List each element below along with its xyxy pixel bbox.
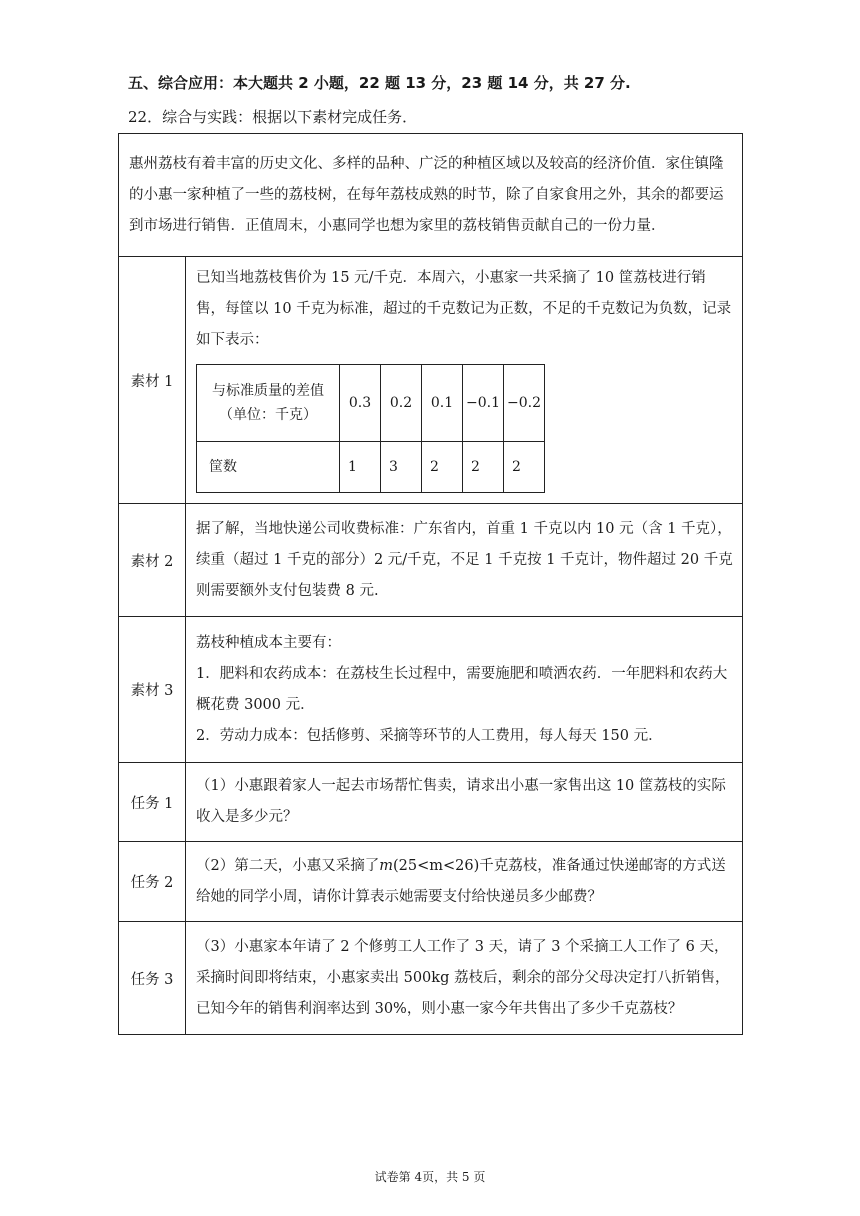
weight-diff-row	[197, 365, 545, 442]
material-3-line1: 荔枝种植成本主要有：	[196, 634, 341, 651]
material-3-row	[119, 617, 743, 763]
basket-count: 2	[504, 442, 545, 493]
task-2-range: (25<m<26)	[392, 857, 480, 874]
diff-value: −0.1	[463, 365, 504, 442]
basket-count: 3	[381, 442, 422, 493]
task-3-row	[119, 922, 743, 1035]
material-3-line3: 2．劳动力成本：包括修剪、采摘等环节的人工费用，每人每天 150 元．	[196, 727, 663, 744]
diff-value: 0.3	[340, 365, 381, 442]
task-3-text: （3）小惠家本年请了 2 个修剪工人工作了 3 天，请了 3 个采摘工人工作了 6 天，采摘时间即将结束，小惠家卖出 500kg 荔枝后，剩余的部分父母决定打八折销售，已知今年的销售利润率达到 30%，则小惠一家今年共售出了多少千克荔枝？	[186, 922, 743, 1035]
material-1-label: 素材 1	[119, 257, 186, 504]
task-2-label: 任务 2	[119, 842, 186, 922]
task-2-content	[186, 842, 743, 922]
material-2-row	[119, 504, 743, 617]
basket-count-label: 筐数	[197, 442, 340, 493]
task-2-text-after: 千克荔枝，准备通过快递邮寄的方式送给她的同学小周，请你计算表示她需要支付给快递员多少邮费？	[196, 857, 726, 905]
weight-diff-header	[197, 365, 340, 442]
basket-count: 1	[340, 442, 381, 493]
material-3-content	[186, 617, 743, 763]
task-1-text: （1）小惠跟着家人一起去市场帮忙售卖，请求出小惠一家售出这 10 筐荔枝的实际收入是多少元？	[186, 763, 743, 842]
material-3-line2: 1．肥料和农药成本：在荔枝生长过程中，需要施肥和喷洒农药．一年肥料和农药大概花费 3000 元．	[196, 665, 728, 713]
section-heading: 五、综合应用：本大题共 2 小题，22 题 13 分，23 题 14 分，共 27 分.	[128, 74, 631, 92]
task-2-variable: m	[379, 857, 393, 874]
diff-value: 0.1	[422, 365, 463, 442]
basket-count-row	[197, 442, 545, 493]
problem-intro: 22．综合与实践：根据以下素材完成任务．	[128, 108, 418, 126]
weight-diff-header-line2: （单位：千克）	[219, 407, 317, 423]
intro-paragraph: 惠州荔枝有着丰富的历史文化、多样的品种、广泛的种植区域以及较高的经济价值．家住镇隆的小惠一家种植了一些的荔枝树，在每年荔枝成熟的时节，除了自家食用之外，其余的都要运到市场进行销售．正值周末，小惠同学也想为家里的荔枝销售贡献自己的一份力量．	[119, 134, 743, 257]
problem-table	[118, 133, 743, 1035]
material-1-content	[186, 257, 743, 504]
task-1-row	[119, 763, 743, 842]
diff-value: 0.2	[381, 365, 422, 442]
material-2-text: 据了解，当地快递公司收费标准：广东省内，首重 1 千克以内 10 元（含 1 千克），续重（超过 1 千克的部分）2 元/千克，不足 1 千克按 1 千克计，物件超过 20 千克则需要额外支付包装费 8 元.	[186, 504, 743, 617]
task-1-label: 任务 1	[119, 763, 186, 842]
diff-value: −0.2	[504, 365, 545, 442]
weight-diff-table	[196, 364, 545, 493]
basket-count: 2	[422, 442, 463, 493]
material-1-text: 已知当地荔枝售价为 15 元/千克．本周六，小惠家一共采摘了 10 筐荔枝进行销售，每筐以 10 千克为标准，超过的千克数记为正数，不足的千克数记为负数，记录如下表示：	[196, 270, 732, 348]
basket-count: 2	[463, 442, 504, 493]
material-3-label: 素材 3	[119, 617, 186, 763]
task-2-text-before: （2）第二天，小惠又采摘了	[196, 857, 380, 874]
weight-diff-header-line1: 与标准质量的差值	[212, 383, 324, 399]
page-footer: 试卷第 4页，共 5 页	[374, 1170, 486, 1184]
task-2-row	[119, 842, 743, 922]
material-2-label: 素材 2	[119, 504, 186, 617]
material-1-row	[119, 257, 743, 504]
task-3-label: 任务 3	[119, 922, 186, 1035]
